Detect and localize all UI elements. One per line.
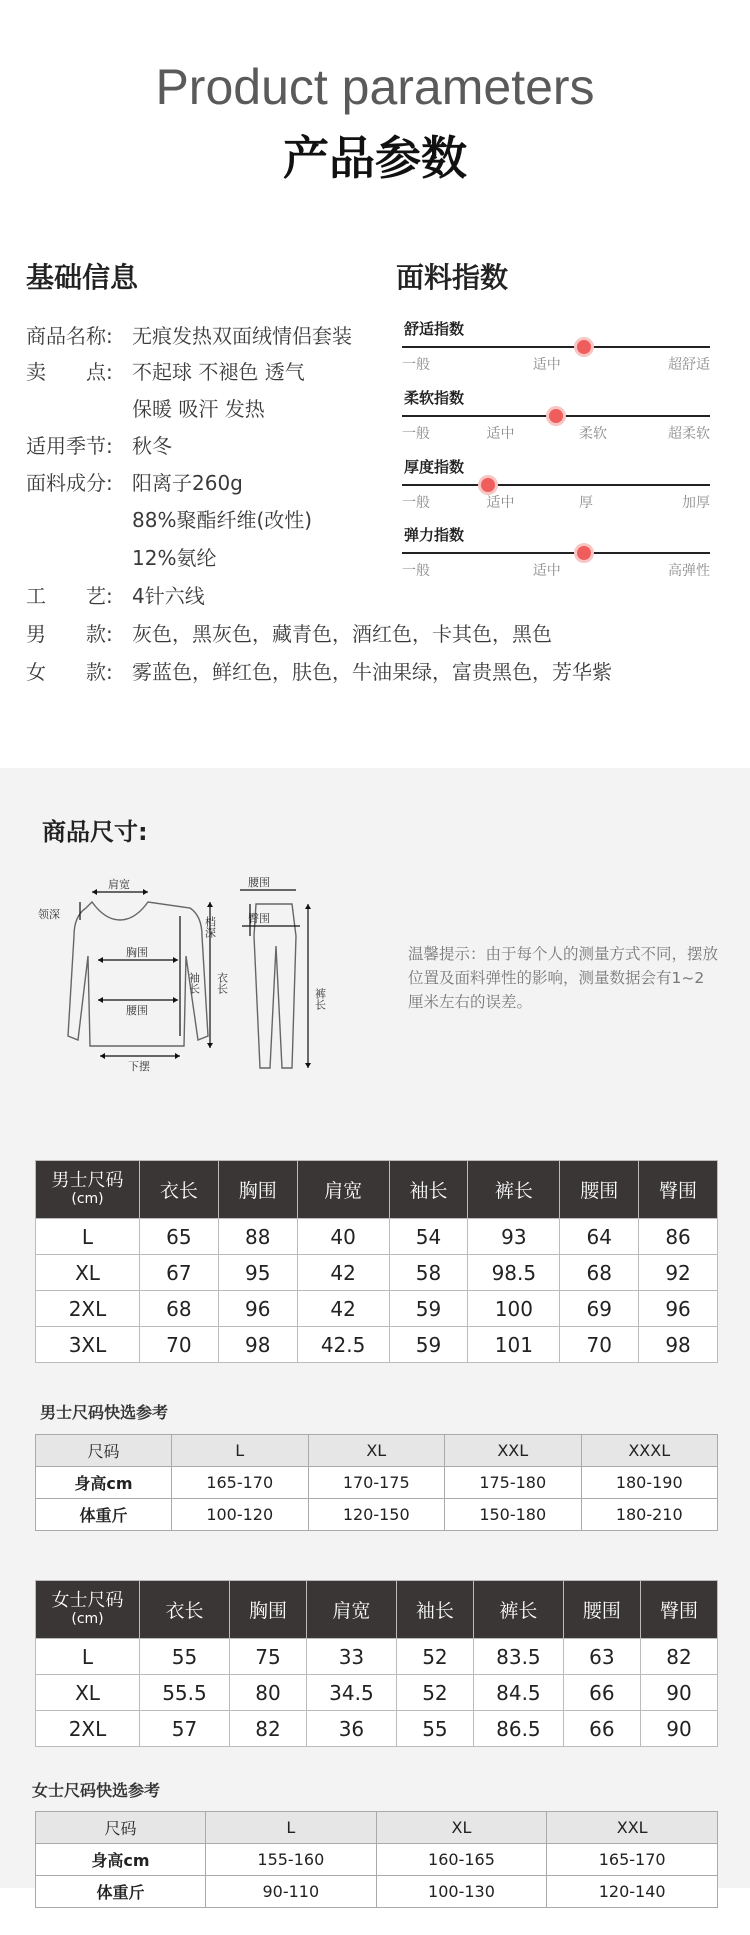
fabric-index-gauge (402, 387, 710, 447)
table-cell: 57 (140, 1711, 230, 1747)
gauge-label: 适中 (532, 563, 561, 579)
column-header: 裤长 (473, 1581, 563, 1639)
table-cell: 64 (560, 1219, 639, 1255)
table-cell: 95 (218, 1255, 297, 1291)
info-label: 商品名称: (26, 324, 113, 348)
table-cell: 身高cm (36, 1844, 206, 1876)
table-cell: 90-110 (206, 1876, 377, 1908)
gauge-marker (577, 546, 591, 560)
info-row (26, 618, 552, 648)
table-cell: 55 (396, 1711, 473, 1747)
table-cell: 68 (560, 1255, 639, 1291)
men-quick-title: 男士尺码快选参考 (40, 1403, 169, 1422)
gauge-label: 一般 (402, 495, 430, 511)
men-size-table (35, 1160, 718, 1363)
diagram-label-hip: 臀围 (248, 912, 270, 925)
table-cell: 身高cm (36, 1467, 172, 1499)
gauge-title: 柔软指数 (404, 389, 465, 407)
gauge-label: 超柔软 (668, 426, 710, 442)
info-row (26, 580, 205, 610)
table-cell: 80 (229, 1675, 306, 1711)
info-row (26, 504, 312, 534)
info-value: 灰色，黑灰色，藏青色，酒红色，卡其色，黑色 (132, 622, 552, 646)
table-cell: 3XL (36, 1327, 140, 1363)
table-cell: 83.5 (473, 1639, 563, 1675)
fabric-index-gauge (402, 524, 710, 584)
table-cell: 92 (639, 1255, 718, 1291)
info-label: 女 款: (26, 660, 113, 684)
table-cell: 86 (639, 1219, 718, 1255)
column-header: XXL (547, 1812, 718, 1844)
measurement-tip: 温馨提示：由于每个人的测量方式不同，摆放位置及面料弹性的影响，测量数据会有1~2厘米左右的误差。 (408, 945, 719, 1011)
size-section-title: 商品尺寸: (42, 818, 148, 846)
table-cell: 180-210 (581, 1499, 718, 1531)
gauge-title: 舒适指数 (404, 320, 465, 338)
column-header: XXXL (581, 1435, 718, 1467)
column-header: 袖长 (396, 1581, 473, 1639)
gauge-label: 适中 (486, 495, 515, 511)
table-cell: 2XL (36, 1291, 140, 1327)
column-header: L (172, 1435, 309, 1467)
table-cell: 42 (297, 1255, 389, 1291)
info-value: 12%氨纶 (132, 546, 217, 570)
table-cell: 84.5 (473, 1675, 563, 1711)
table-cell: XL (36, 1255, 140, 1291)
page-title-chinese: 产品参数 (283, 131, 467, 185)
table-cell: 150-180 (445, 1499, 582, 1531)
gauge-track (402, 484, 710, 486)
info-label: 面料成分: (26, 471, 113, 495)
table-cell: 160-165 (376, 1844, 547, 1876)
table-cell: 55 (140, 1639, 230, 1675)
gauge-marker (481, 478, 495, 492)
table-cell: 66 (563, 1675, 640, 1711)
gauge-title: 厚度指数 (404, 458, 465, 476)
table-cell: 2XL (36, 1711, 140, 1747)
table-cell: 86.5 (473, 1711, 563, 1747)
table-row (36, 1467, 718, 1499)
table-cell: 82 (229, 1711, 306, 1747)
info-value: 无痕发热双面绒情侣套装 (132, 324, 352, 348)
table-row (36, 1639, 718, 1675)
diagram-label-waist: 腰围 (248, 876, 270, 889)
column-header: 肩宽 (297, 1161, 389, 1219)
info-value: 秋冬 (132, 434, 172, 458)
column-header: XL (376, 1812, 547, 1844)
size-header-cell: 男士尺码 (cm) (36, 1161, 140, 1219)
table-cell: XL (36, 1675, 140, 1711)
table-cell: 98 (218, 1327, 297, 1363)
gauge-track (402, 346, 710, 348)
table-row (36, 1499, 718, 1531)
column-header: 袖长 (389, 1161, 468, 1219)
table-row (36, 1844, 718, 1876)
women-quick-title: 女士尺码快选参考 (32, 1781, 161, 1800)
gauge-label: 适中 (486, 426, 515, 442)
info-value: 4针六线 (132, 584, 205, 608)
column-header: 衣长 (140, 1581, 230, 1639)
gauge-label: 厚 (578, 495, 593, 511)
gauge-label: 超舒适 (668, 357, 710, 373)
gauge-label: 一般 (402, 426, 430, 442)
fabric-index-title: 面料指数 (396, 261, 509, 294)
column-header: 腰围 (563, 1581, 640, 1639)
info-value: 雾蓝色，鲜红色，肤色，牛油果绿，富贵黑色，芳华紫 (132, 660, 612, 684)
column-header: 臀围 (639, 1161, 718, 1219)
table-cell: 59 (389, 1327, 468, 1363)
table-cell: 70 (140, 1327, 219, 1363)
table-cell: L (36, 1219, 140, 1255)
info-value: 88%聚酯纤维(改性) (132, 508, 313, 532)
table-cell: 70 (560, 1327, 639, 1363)
table-cell: 55.5 (140, 1675, 230, 1711)
table-cell: 65 (140, 1219, 219, 1255)
table-cell: 36 (306, 1711, 396, 1747)
column-header: L (206, 1812, 377, 1844)
diagram-label-waist-top: 腰围 (126, 1004, 148, 1017)
column-header: 肩宽 (306, 1581, 396, 1639)
diagram-label-chest: 胸围 (126, 946, 148, 959)
table-cell: 体重斤 (36, 1876, 206, 1908)
gauge-marker (549, 409, 563, 423)
table-cell: 52 (396, 1675, 473, 1711)
table-cell: 90 (640, 1675, 717, 1711)
table-cell: 120-150 (308, 1499, 445, 1531)
table-cell: 42 (297, 1291, 389, 1327)
gauge-label: 一般 (402, 563, 430, 579)
table-cell: 98.5 (468, 1255, 560, 1291)
info-row (26, 430, 172, 460)
table-cell: 58 (389, 1255, 468, 1291)
column-header: 腰围 (560, 1161, 639, 1219)
info-value: 保暖 吸汗 发热 (132, 397, 265, 421)
table-cell: 69 (560, 1291, 639, 1327)
table-cell: 66 (563, 1711, 640, 1747)
table-cell: 75 (229, 1639, 306, 1675)
table-cell: 90 (640, 1711, 717, 1747)
diagram-label-sleeve: 袖长 (187, 972, 201, 994)
table-cell: 101 (468, 1327, 560, 1363)
diagram-label-length: 衣长 (215, 972, 229, 994)
table-cell: 体重斤 (36, 1499, 172, 1531)
info-value: 不起球 不褪色 透气 (132, 360, 305, 384)
table-cell: 155-160 (206, 1844, 377, 1876)
info-label: 卖 点: (26, 360, 113, 384)
table-row (36, 1291, 718, 1327)
diagram-label-shoulder: 肩宽 (108, 878, 130, 891)
table-row (36, 1711, 718, 1747)
column-header: 尺码 (36, 1812, 206, 1844)
column-header: 胸围 (229, 1581, 306, 1639)
women-quick-table (35, 1811, 718, 1908)
table-cell: 180-190 (581, 1467, 718, 1499)
column-header: 裤长 (468, 1161, 560, 1219)
info-row (26, 356, 305, 386)
table-cell: 33 (306, 1639, 396, 1675)
column-header: 臀围 (640, 1581, 717, 1639)
table-cell: 34.5 (306, 1675, 396, 1711)
size-header-cell: 女士尺码 (cm) (36, 1581, 140, 1639)
gauge-label: 柔软 (578, 426, 607, 442)
info-row (26, 542, 216, 572)
gauge-track (402, 552, 710, 554)
women-size-table (35, 1580, 718, 1747)
fabric-index-gauge (402, 456, 710, 516)
table-cell: 82 (640, 1639, 717, 1675)
gauge-label: 一般 (402, 357, 430, 373)
table-cell: 165-170 (547, 1844, 718, 1876)
table-cell: 170-175 (308, 1467, 445, 1499)
info-value: 阳离子260g (132, 471, 243, 495)
diagram-label-hem: 下摆 (128, 1060, 150, 1073)
table-cell: 63 (563, 1639, 640, 1675)
info-row (26, 656, 612, 686)
table-cell: 40 (297, 1219, 389, 1255)
diagram-label-pants: 裤长 (313, 988, 327, 1010)
table-cell: 52 (396, 1639, 473, 1675)
info-row (26, 320, 352, 350)
table-cell: L (36, 1639, 140, 1675)
column-header: XL (308, 1435, 445, 1467)
table-cell: 175-180 (445, 1467, 582, 1499)
table-cell: 42.5 (297, 1327, 389, 1363)
table-cell: 88 (218, 1219, 297, 1255)
table-cell: 100 (468, 1291, 560, 1327)
table-row (36, 1675, 718, 1711)
table-cell: 54 (389, 1219, 468, 1255)
table-cell: 96 (218, 1291, 297, 1327)
table-cell: 165-170 (172, 1467, 309, 1499)
column-header: 尺码 (36, 1435, 172, 1467)
column-header: 衣长 (140, 1161, 219, 1219)
table-cell: 96 (639, 1291, 718, 1327)
gauge-title: 弹力指数 (404, 526, 465, 544)
table-cell: 120-140 (547, 1876, 718, 1908)
gauge-marker (577, 340, 591, 354)
column-header: XXL (445, 1435, 582, 1467)
info-label: 适用季节: (26, 434, 113, 458)
table-cell: 93 (468, 1219, 560, 1255)
table-cell: 100-120 (172, 1499, 309, 1531)
basic-info-title: 基础信息 (26, 261, 139, 294)
info-label: 工 艺: (26, 584, 113, 608)
table-row (36, 1255, 718, 1291)
table-row (36, 1876, 718, 1908)
table-cell: 67 (140, 1255, 219, 1291)
gauge-label: 高弹性 (668, 563, 710, 579)
table-cell: 59 (389, 1291, 468, 1327)
table-cell: 100-130 (376, 1876, 547, 1908)
diagram-label-crotch: 档深 (203, 916, 217, 938)
info-label: 男 款: (26, 622, 113, 646)
table-cell: 98 (639, 1327, 718, 1363)
table-row (36, 1219, 718, 1255)
table-cell: 68 (140, 1291, 219, 1327)
diagram-label-neck: 领深 (38, 908, 60, 921)
table-row (36, 1327, 718, 1363)
gauge-label: 加厚 (682, 495, 710, 511)
fabric-index-gauge (402, 318, 710, 378)
gauge-label: 适中 (532, 357, 561, 373)
garment-measurement-diagram (30, 876, 390, 1076)
info-row (26, 467, 243, 497)
men-quick-table (35, 1434, 718, 1531)
info-row (26, 393, 265, 423)
page-title-english: Product parameters (155, 59, 595, 115)
column-header: 胸围 (218, 1161, 297, 1219)
